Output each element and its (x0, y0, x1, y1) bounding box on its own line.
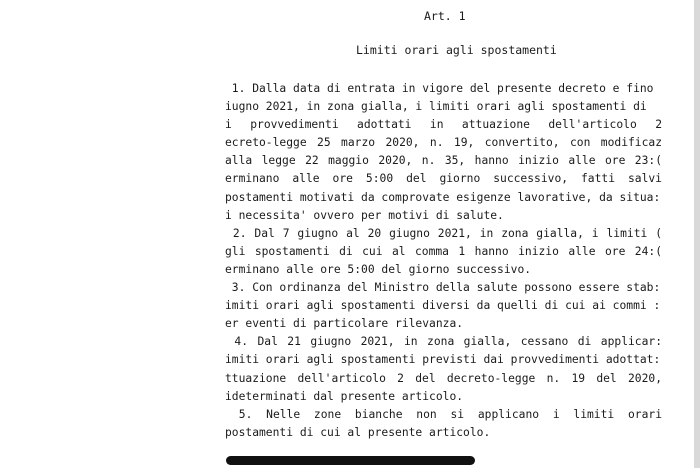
paragraph-4-line-2: imiti orari agli spostamenti previsti dai provvedimenti adottat: (225, 353, 661, 367)
paragraph-1-line-3: i provvedimenti adottati in attuazione dell'articolo 2 (225, 118, 662, 132)
paragraph-3-line-1: 3. Con ordinanza del Ministro della salute possono essere stab: (225, 281, 661, 295)
paragraph-3-line-2: imiti orari agli spostamenti diversi da quelli di cui ai commi : (225, 299, 661, 313)
home-indicator-bar[interactable] (226, 456, 475, 465)
paragraph-3-line-3: er eventi di particolare rilevanza. (225, 317, 464, 331)
paragraph-4-line-1: 4. Dal 21 giugno 2021, in zona gialla, cessano di applicar: (225, 335, 662, 349)
article-body (225, 80, 662, 442)
paragraph-2-line-1: 2. Dal 7 giugno al 20 giugno 2021, in zona gialla, i limiti ( (225, 226, 662, 240)
paragraph-4-line-4: ideterminati dal presente articolo. (225, 389, 464, 403)
paragraph-5-line-2: postamenti di cui al presente articolo. (225, 425, 491, 439)
paragraph-2-line-2: gli spostamenti di cui al comma 1 hanno inizio alle ore 24:( (225, 244, 662, 258)
paragraph-1-line-8: i necessita' ovvero per motivi di salute. (225, 208, 504, 222)
paragraph-5-line-1: 5. Nelle zone bianche non si applicano i limiti orari (225, 407, 662, 421)
paragraph-1-line-1: 1. Dalla data di entrata in vigore del presente decreto e fino (225, 82, 654, 95)
page-edge-divider (694, 0, 700, 468)
paragraph-1-line-6: erminano alle ore 5:00 del giorno successivo, fatti salvi (225, 172, 662, 186)
paragraph-2-line-3: erminano alle ore 5:00 del giorno successivo. (225, 262, 532, 276)
paragraph-4-line-3: ttuazione dell'articolo 2 del decreto-legge n. 19 del 2020, (225, 371, 662, 385)
paragraph-1-line-4: ecreto-legge 25 marzo 2020, n. 19, convertito, con modificaz (225, 136, 662, 150)
paragraph-1-line-5: alla legge 22 maggio 2020, n. 35, hanno inizio alle ore 23:( (225, 154, 662, 168)
paragraph-1-line-2: iugno 2021, in zona gialla, i limiti orari agli spostamenti di (225, 100, 647, 114)
article-subtitle: Limiti orari agli spostamenti (356, 43, 557, 57)
article-title: Art. 1 (424, 9, 466, 23)
paragraph-1-line-7: postamenti motivati da comprovate esigenze lavorative, da situa: (225, 190, 661, 204)
